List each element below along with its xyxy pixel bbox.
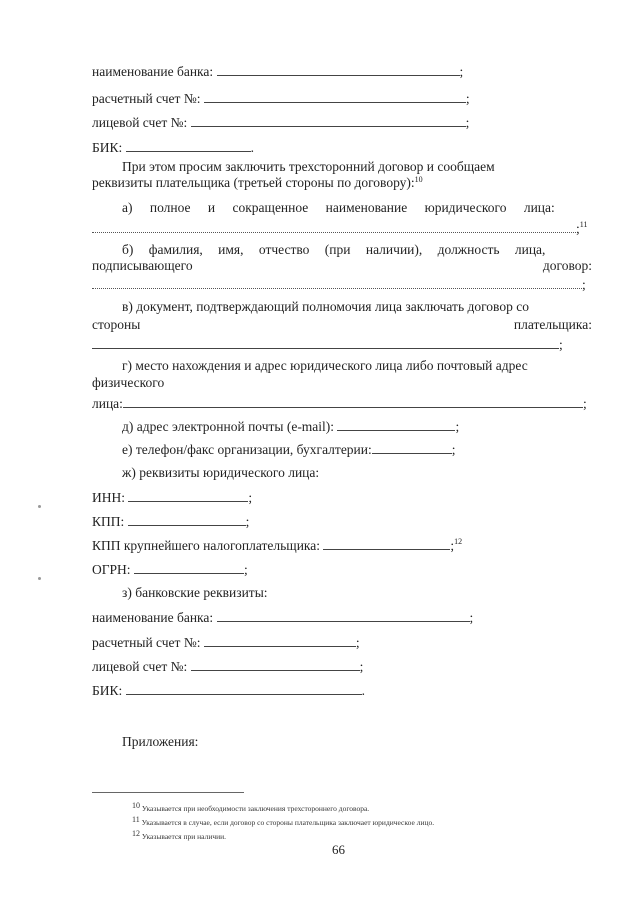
footnote-10-text: Указывается при необходимости заключения трехстороннего договора.: [141, 804, 370, 813]
item-b-text-2: подписывающего: [92, 258, 193, 273]
bik-field[interactable]: [126, 139, 251, 152]
item-b-line-2: [92, 258, 592, 274]
item-b-text-3: договор:: [542, 258, 592, 273]
footnote-12: [132, 829, 227, 842]
item-v-text-1: в) документ, подтверждающий полномочия лица заключать договор со: [122, 299, 529, 314]
bank-name-label-bottom: наименование банка:: [92, 610, 214, 625]
bank-name-label: наименование банка:: [92, 64, 214, 79]
bank-name-row-bottom: наименование банка: ;: [92, 610, 474, 625]
footnote-ref-11: 11: [579, 220, 588, 229]
item-a-field[interactable]: [92, 220, 576, 233]
bik-label-bottom: БИК:: [92, 683, 123, 698]
item-g-field[interactable]: [123, 395, 583, 408]
intro-paragraph-line-1: [122, 159, 592, 175]
kpp-label: КПП:: [92, 514, 125, 529]
kpp-largest-row: КПП крупнейшего налогоплательщика: ;$^{12}$: [92, 537, 463, 553]
footnote-separator: [92, 792, 244, 793]
personal-account-label: лицевой счет №:: [92, 115, 188, 130]
item-b-field[interactable]: [92, 276, 582, 289]
kpp-field[interactable]: [128, 513, 246, 526]
item-v-text-2: стороны: [92, 317, 141, 332]
kpp-largest-label: КПП крупнейшего налогоплательщика:: [92, 538, 321, 553]
personal-account-row-top: лицевой счет №: ;: [92, 115, 470, 130]
footnote-10: [132, 801, 370, 814]
bank-name-field[interactable]: [217, 63, 460, 76]
scan-speck: [38, 577, 41, 580]
item-b-field-row: ;: [92, 276, 586, 293]
kpp-largest-field[interactable]: [323, 537, 450, 550]
bik-row-bottom: БИК: .: [92, 683, 366, 698]
personal-account-label-bottom: лицевой счет №:: [92, 659, 188, 674]
bik-label: БИК:: [92, 140, 123, 155]
inn-label: ИНН:: [92, 490, 125, 505]
item-g-field-row: лица: ;: [92, 396, 587, 411]
footnote-11-text: Указывается в случае, если договор со стороны плательщика заключает юридическое лицо.: [141, 818, 435, 827]
intro-text-1: При этом просим заключить трехсторонний договор и сообщаем: [122, 159, 495, 174]
page-number: 66: [332, 842, 345, 857]
bank-name-row-top: наименование банка: ;: [92, 64, 464, 79]
item-v-text-3: плательщика:: [513, 317, 592, 332]
intro-text-2: реквизиты плательщика (третьей стороны по договору):: [92, 175, 415, 190]
settlement-account-field[interactable]: [204, 90, 466, 103]
item-z-text: з) банковские реквизиты:: [122, 585, 268, 600]
bank-name-field-bottom[interactable]: [217, 609, 470, 622]
footnote-11-num: 11: [132, 815, 140, 824]
item-d-field[interactable]: [337, 418, 455, 431]
scan-speck: [38, 505, 41, 508]
item-g-text-2: физического: [92, 375, 165, 390]
settlement-account-row-top: расчетный счет №: ;: [92, 91, 470, 106]
ogrn-field[interactable]: [134, 561, 244, 574]
settlement-account-row-bottom: расчетный счет №: ;: [92, 635, 360, 650]
item-b-text-1: б) фамилия, имя, отчество (при наличии), должность лица,: [122, 242, 546, 257]
item-g-text-3: лица:: [92, 396, 123, 411]
footnote-12-text: Указывается при наличии.: [141, 832, 227, 841]
footnote-12-num: 12: [132, 829, 140, 838]
footnote-11: [132, 815, 435, 828]
ogrn-label: ОГРН:: [92, 562, 131, 577]
item-v-line-2: [92, 317, 592, 333]
item-e-row: е) телефон/факс организации, бухгалтерии: ;: [122, 442, 456, 457]
settlement-account-field-bottom[interactable]: [204, 634, 356, 647]
footnote-ref-12: 12: [454, 537, 463, 546]
inn-field[interactable]: [128, 489, 248, 502]
personal-account-row-bottom: лицевой счет №: ;: [92, 659, 364, 674]
item-d-row: д) адрес электронной почты (e-mail): ;: [122, 419, 460, 434]
item-d-text: д) адрес электронной почты (e-mail):: [122, 419, 335, 434]
footnote-10-num: 10: [132, 801, 140, 810]
bik-row-top: БИК: .: [92, 140, 255, 155]
ogrn-row: ОГРН: ;: [92, 562, 248, 577]
item-e-text: е) телефон/факс организации, бухгалтерии:: [122, 442, 372, 457]
item-e-field[interactable]: [372, 441, 452, 454]
attachments-label: Приложения:: [122, 734, 199, 749]
bik-field-bottom[interactable]: [126, 682, 362, 695]
inn-row: ИНН: ;: [92, 490, 253, 505]
item-a-text: а) полное и сокращенное наименование юридического лица:: [122, 200, 555, 215]
personal-account-field-bottom[interactable]: [191, 658, 360, 671]
item-v-field[interactable]: [92, 336, 559, 349]
item-v-field-row: ;: [92, 336, 563, 353]
intro-paragraph-line-2: [92, 175, 423, 191]
footnote-ref-10: 10: [414, 175, 423, 184]
item-zh-text: ж) реквизиты юридического лица:: [122, 465, 320, 480]
settlement-account-label: расчетный счет №:: [92, 91, 201, 106]
item-g-text-1: г) место нахождения и адрес юридического лица либо почтовый адрес: [122, 358, 528, 373]
item-a-field-row: ;$^{11}$: [92, 220, 587, 237]
personal-account-field[interactable]: [191, 114, 466, 127]
settlement-account-label-bottom: расчетный счет №:: [92, 635, 201, 650]
kpp-row: КПП: ;: [92, 514, 250, 529]
